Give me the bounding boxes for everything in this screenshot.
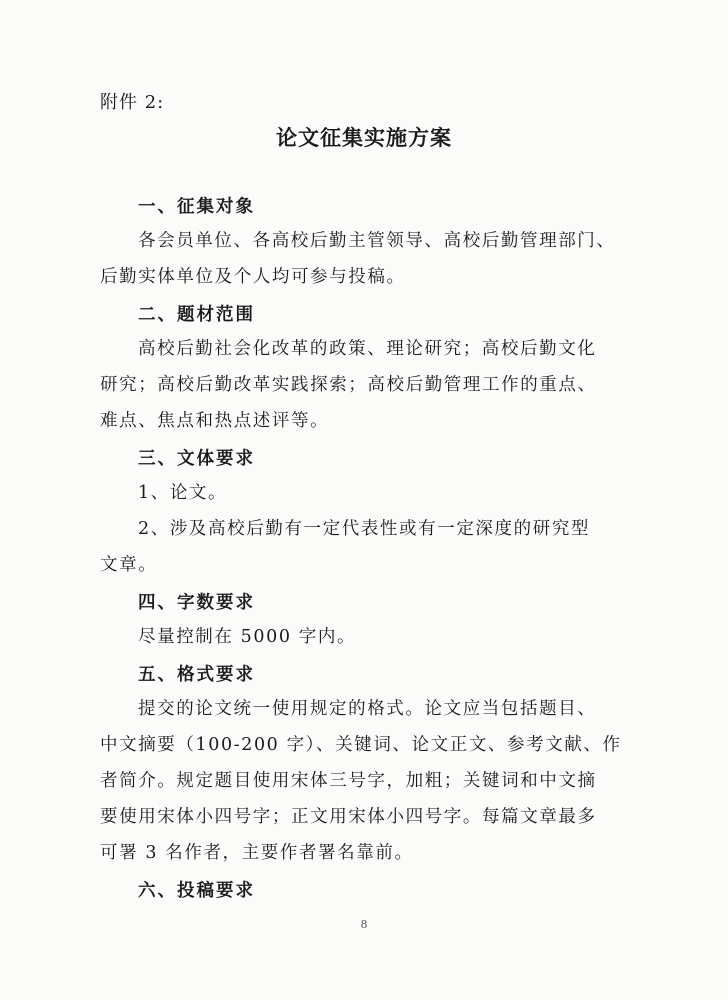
section-body-5 [100, 691, 632, 871]
section-body-4 [100, 619, 632, 655]
section-heading-4: 四、字数要求 [138, 593, 255, 613]
section-body-2 [100, 331, 632, 439]
section-heading-6: 六、投稿要求 [138, 881, 255, 901]
body-line: 要使用宋体小四号字；正文用宋体小四号字。每篇文章最多 [100, 807, 597, 827]
body-line: 提交的论文统一使用规定的格式。论文应当包括题目、 [138, 699, 597, 719]
list-item-1: 1、论文。 [138, 483, 228, 503]
body-line: 者简介。规定题目使用宋体三号字，加粗；关键词和中文摘 [100, 771, 597, 791]
section-body-3 [100, 475, 632, 583]
body-line: 文章。 [100, 555, 158, 575]
body-line: 高校后勤社会化改革的政策、理论研究；高校后勤文化 [138, 339, 597, 359]
list-item-2: 2、涉及高校后勤有一定代表性或有一定深度的研究型 [138, 519, 591, 539]
section-heading-5: 五、格式要求 [138, 665, 255, 685]
document-title: 论文征集实施方案 [276, 125, 452, 150]
section-heading-1: 一、征集对象 [138, 197, 255, 217]
section-body-1 [100, 223, 632, 295]
body-line: 研究；高校后勤改革实践探索；高校后勤管理工作的重点、 [100, 375, 597, 395]
page-number: 8 [360, 918, 368, 931]
body-line: 中文摘要（100-200 字）、关键词、论文正文、参考文献、作 [100, 735, 622, 755]
section-heading-3: 三、文体要求 [138, 449, 255, 469]
attachment-label: 附件 2: [100, 92, 165, 113]
body-line: 尽量控制在 5000 字内。 [138, 627, 357, 647]
body-line: 可署 3 名作者，主要作者署名靠前。 [100, 843, 414, 863]
section-heading-2: 二、题材范围 [138, 305, 255, 325]
body-line: 难点、焦点和热点述评等。 [100, 411, 330, 431]
body-line: 各会员单位、各高校后勤主管领导、高校后勤管理部门、 [138, 231, 616, 251]
body-line: 后勤实体单位及个人均可参与投稿。 [100, 267, 406, 287]
